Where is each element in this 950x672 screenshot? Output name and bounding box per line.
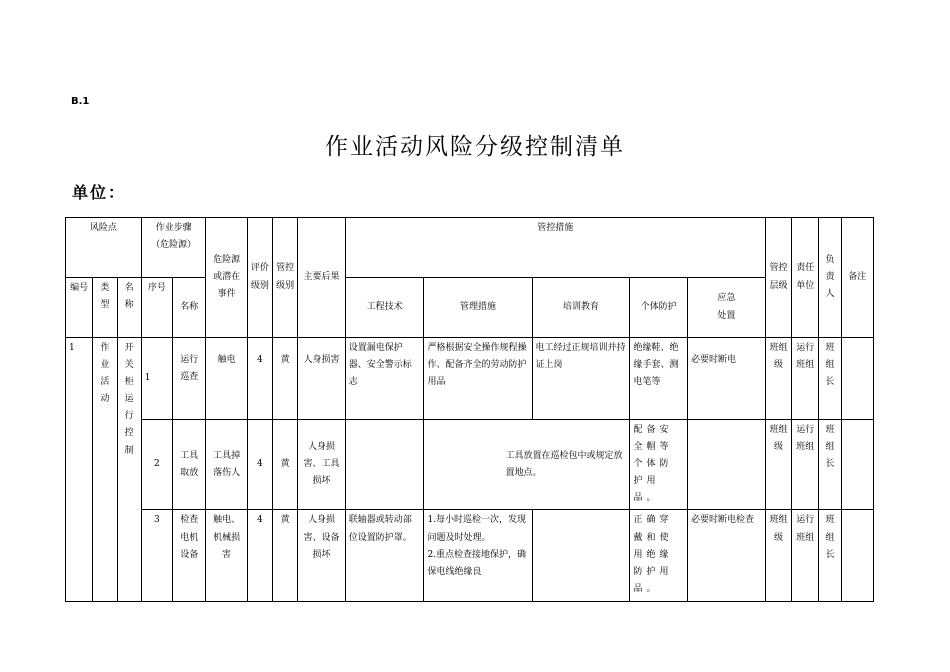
unit-label: 单位： bbox=[72, 183, 127, 202]
row-management bbox=[424, 510, 532, 602]
row-emergency: 必要时断电 bbox=[688, 338, 766, 420]
row-engineering bbox=[345, 420, 424, 510]
row-management-item-1: 1.每小时巡检一次，发现问题及时处理。 bbox=[427, 515, 527, 543]
row-remarks bbox=[841, 338, 873, 420]
row-ctrl: 黄 bbox=[273, 420, 298, 510]
header-emergency-line2: 处置 bbox=[717, 310, 736, 321]
header-work-steps-sub: （危险源） bbox=[151, 240, 197, 251]
header-remarks: 备注 bbox=[841, 218, 873, 338]
header-ctrl-tier: 管控层级 bbox=[765, 218, 791, 338]
header-name: 名称 bbox=[117, 278, 141, 338]
row-unit: 运行班组 bbox=[792, 420, 819, 510]
header-ctrl-level: 管控级别 bbox=[273, 218, 298, 338]
row-person: 班组长 bbox=[819, 420, 841, 510]
header-training: 培训教育 bbox=[532, 278, 630, 338]
table-row bbox=[66, 510, 874, 602]
row-eval: 4 bbox=[247, 420, 272, 510]
row-tier: 班组级 bbox=[765, 420, 791, 510]
risk-control-table bbox=[65, 217, 874, 602]
table-row bbox=[66, 338, 874, 420]
header-risk-point: 风险点 bbox=[66, 218, 142, 278]
row-ppe: 配备安全帽等个体防护用品。 bbox=[630, 420, 688, 510]
row-consequence: 人身损害 bbox=[298, 338, 345, 420]
header-work-steps bbox=[141, 218, 206, 278]
row-emergency bbox=[688, 420, 766, 510]
row-engineering: 设置漏电保护器、安全警示标志 bbox=[345, 338, 424, 420]
header-emergency bbox=[688, 278, 766, 338]
row-consequence: 人身损害、工具损坏 bbox=[298, 420, 345, 510]
row-unit: 运行班组 bbox=[792, 510, 819, 602]
header-hazard: 危险源或潜在事件 bbox=[206, 218, 247, 338]
row-eval: 4 bbox=[247, 338, 272, 420]
row-step: 运行巡查 bbox=[173, 338, 206, 420]
header-engineering: 工程技术 bbox=[345, 278, 424, 338]
row-tier: 班组级 bbox=[765, 510, 791, 602]
row-training: 电工经过正规培训并持证上岗 bbox=[532, 338, 630, 420]
group-type: 作业活动 bbox=[93, 338, 117, 602]
row-remarks bbox=[841, 420, 873, 510]
row-unit: 运行班组 bbox=[792, 338, 819, 420]
header-resp-person: 负责人 bbox=[819, 218, 841, 338]
header-step-name: 名称 bbox=[173, 278, 206, 338]
header-work-steps-label: 作业步骤 bbox=[155, 223, 192, 233]
row-ctrl: 黄 bbox=[273, 510, 298, 602]
row-engineering: 联轴器或转动部位设置防护罩。 bbox=[345, 510, 424, 602]
document-reference: B.1 bbox=[71, 96, 90, 107]
row-consequence: 人身损害、设备损坏 bbox=[298, 510, 345, 602]
header-emergency-line1: 应急 bbox=[717, 293, 736, 304]
header-management: 管理措施 bbox=[424, 278, 532, 338]
header-seq: 序号 bbox=[141, 278, 172, 338]
header-resp-unit: 责任单位 bbox=[792, 218, 819, 338]
row-step: 检查电机设备 bbox=[173, 510, 206, 602]
group-no: 1 bbox=[66, 338, 93, 602]
row-training bbox=[532, 510, 630, 602]
row-ppe: 绝缘鞋、绝缘手套、测电笔等 bbox=[630, 338, 688, 420]
row-management: 工具放置在巡检包中或规定放置地点。 bbox=[424, 420, 630, 510]
row-hazard: 触电、机械损害 bbox=[206, 510, 247, 602]
row-step: 工具取放 bbox=[173, 420, 206, 510]
row-management: 严格根据安全操作规程操作、配备齐全的劳动防护用品 bbox=[424, 338, 532, 420]
row-seq: 2 bbox=[141, 420, 172, 510]
row-emergency: 必要时断电检查 bbox=[688, 510, 766, 602]
row-person: 班组长 bbox=[819, 510, 841, 602]
page-title: 作业活动风险分级控制清单 bbox=[325, 134, 625, 160]
row-hazard: 工具掉落伤人 bbox=[206, 420, 247, 510]
header-no: 编号 bbox=[66, 278, 93, 338]
row-remarks bbox=[841, 510, 873, 602]
row-ctrl: 黄 bbox=[273, 338, 298, 420]
row-seq: 3 bbox=[141, 510, 172, 602]
header-measures: 管控措施 bbox=[345, 218, 765, 278]
header-eval-level: 评价级别 bbox=[247, 218, 272, 338]
header-ppe: 个体防护 bbox=[630, 278, 688, 338]
row-seq: 1 bbox=[141, 338, 172, 420]
header-consequence: 主要后果 bbox=[298, 218, 345, 338]
group-name: 开关柜运行控制 bbox=[117, 338, 141, 602]
table-row bbox=[66, 420, 874, 510]
row-hazard: 触电 bbox=[206, 338, 247, 420]
row-management-item-2: 2.重点检查接地保护，确保电线绝缘良 bbox=[427, 549, 527, 577]
row-person: 班组长 bbox=[819, 338, 841, 420]
row-ppe: 正确穿戴和使用绝缘防护用品。 bbox=[630, 510, 688, 602]
header-type: 类型 bbox=[93, 278, 117, 338]
row-tier: 班组级 bbox=[765, 338, 791, 420]
row-eval: 4 bbox=[247, 510, 272, 602]
